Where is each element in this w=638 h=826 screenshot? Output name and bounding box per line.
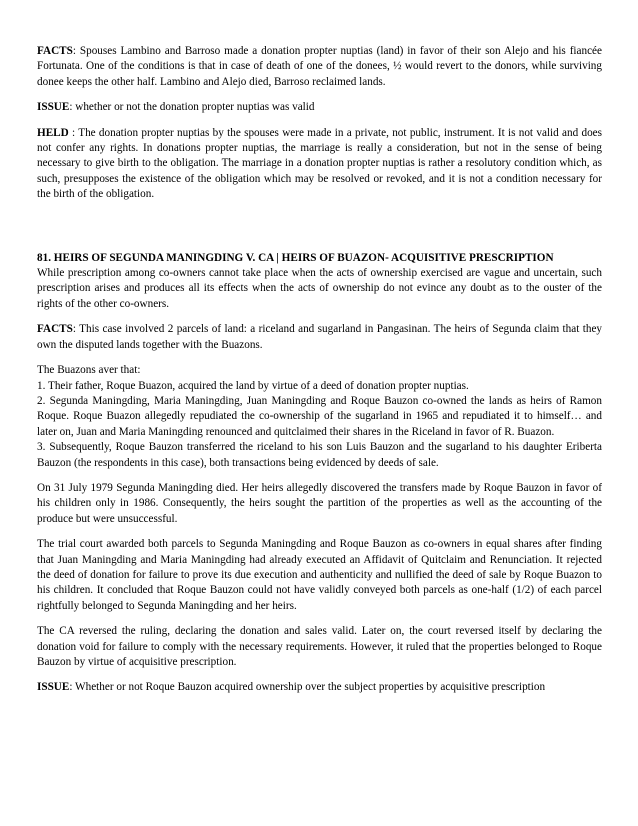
case81-issue-paragraph	[37, 680, 602, 695]
document-page	[37, 44, 602, 696]
facts-text: : Spouses Lambino and Barroso made a donation propter nuptias (land) in favor of their son Alejo and his fiancée Fortunata. One of the conditions is that in case of death of one of the donees, ½ would revert to the donors, while surviving donee keeps the other half. Lambino and Alejo died, Barroso reclaimed lands.	[37, 45, 602, 88]
case80-held-paragraph	[37, 126, 602, 203]
issue-text: : Whether or not Roque Bauzon acquired ownership over the subject properties by acquisitive prescription	[69, 681, 546, 694]
case81-heading: 81. HEIRS OF SEGUNDA MANINGDING V. CA | HEIRS OF BUAZON- ACQUISITIVE PRESCRIPTION	[37, 251, 554, 264]
case81-facts-paragraph	[37, 322, 602, 353]
list-item: 2. Segunda Maningding, Maria Maningding, Juan Maningding and Roque Bauzon co-owned the lands as heirs of Ramon Roque. Roque Buazon allegedly repudiated the co-ownership of the sugarland in 1965 and repudiated it to himself… and later on, Juan and Maria Maningding renounced and quitclaimed their shares in the Riceland in favor of R. Buazon.	[37, 394, 602, 438]
case80-issue-paragraph	[37, 100, 602, 115]
issue-text: : whether or not the donation propter nuptias was valid	[69, 101, 315, 114]
buazons-intro: The Buazons aver that:	[37, 364, 141, 377]
case81-trial-court-paragraph: The trial court awarded both parcels to Segunda Maningding and Roque Bauzon as co-owners in equal shares after finding that Juan Maningding and Maria Maningding had already executed an Affidavit of Quitclaim and Renunciation. It rejected the deed of donation for failure to prove its due execution and authenticity and nullified the deed of sale by Roque Buazon to his children. It concluded that Roque Bauzon could not have validly conveyed both parcels as one-half (1/2) of each parcel rightfully belonged to Segunda Maningding and her heirs.	[37, 538, 602, 612]
section-spacer	[37, 213, 602, 251]
held-label: HELD	[37, 126, 69, 139]
case81-ca-paragraph: The CA reversed the ruling, declaring the donation and sales valid. Later on, the court reversed itself by declaring the donation void for failure to comply with the necessary requirements. However, it ruled that the properties belonged to Roque Bauzon by virtue of acquisitive prescription.	[37, 625, 602, 668]
buazons-averments	[37, 363, 602, 471]
facts-label: FACTS	[37, 323, 73, 336]
list-item: 1. Their father, Roque Buazon, acquired the land by virtue of a deed of donation propter nuptias.	[37, 379, 469, 392]
case80-facts-paragraph	[37, 44, 602, 90]
held-text: : The donation propter nuptias by the spouses were made in a private, not public, instrument. It is not valid and does not confer any rights. In donations propter nuptias, the marriage is really a consideration, but not in the sense of being necessary to give birth to the obligation. The marriage in a donation propter nuptias is rather a resolutory condition which, as such, presupposes the existence of the obligation which may be resolved or revoked, and it is not a condition necessary for the birth of the obligation.	[37, 126, 602, 201]
facts-text: : This case involved 2 parcels of land: a riceland and sugarland in Pangasinan. The heirs of Segunda claim that they own the disputed lands together with the Buazons.	[37, 323, 602, 351]
case81-doctrine-paragraph: While prescription among co-owners cannot take place when the acts of ownership exercised are vague and uncertain, such prescription arises and produces all its effects when the acts of ownership do not evince any doubt as to the ouster of the rights of the other co-owners.	[37, 267, 602, 310]
issue-label: ISSUE	[37, 681, 70, 694]
issue-label: ISSUE	[37, 101, 70, 114]
case81-death-paragraph: On 31 July 1979 Segunda Maningding died. Her heirs allegedly discovered the transfers made by Roque Bauzon in favor of his children only in 1986. Consequently, the heirs sought the partition of the properties as well as the accounting of the produce but were unsuccessful.	[37, 481, 602, 525]
list-item: 3. Subsequently, Roque Bauzon transferred the riceland to his son Luis Bauzon and the sugarland to his daughter Eriberta Bauzon (the respondents in this case), both transactions being evidenced by deeds of sale.	[37, 441, 602, 469]
facts-label: FACTS	[37, 45, 73, 57]
